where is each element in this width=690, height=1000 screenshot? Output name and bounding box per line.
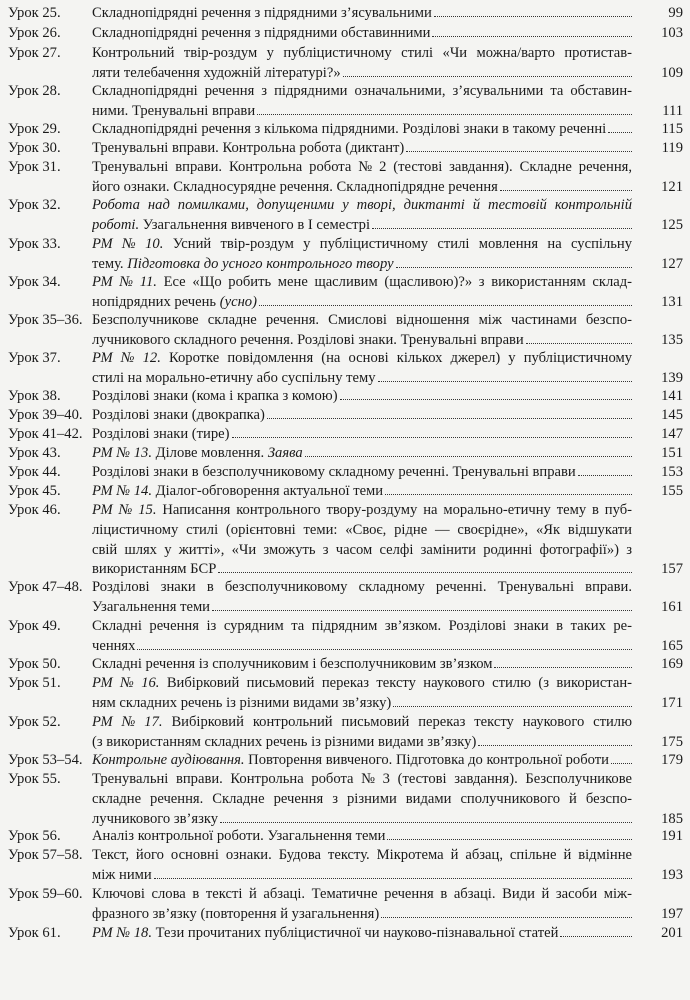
page-number: 135: [661, 331, 683, 348]
page-number: 155: [661, 483, 683, 499]
title-text: Аналіз контрольної роботи. Узагальнення теми: [92, 828, 386, 844]
lesson-number: Урок 45.: [8, 483, 61, 499]
title-line: [92, 578, 632, 598]
lesson-number: Урок 47–48.: [8, 579, 83, 595]
title-text: Ділове мовлення.: [152, 445, 268, 461]
dot-leader: [232, 427, 633, 438]
italic-text: Заява: [267, 445, 303, 461]
title-text: Безсполучникове складне речення. Смислові відношення між частинами безспо-: [92, 312, 632, 328]
title-text: Повторення вивченого. Підготовка до контрольної роботи: [244, 752, 609, 768]
dot-leader: [387, 829, 632, 840]
italic-text: РМ № 16.: [92, 675, 160, 691]
title-line: [92, 158, 632, 178]
title-text: нопідрядних речень: [92, 293, 220, 310]
title-line: [92, 866, 632, 886]
title-line: [92, 463, 632, 483]
lesson-title: [92, 827, 632, 847]
lesson-number: Урок 30.: [8, 140, 61, 156]
lesson-title: [92, 885, 632, 925]
lesson-number: Урок 57–58.: [8, 847, 83, 863]
title-text: використанням БСР: [92, 561, 217, 578]
lesson-number: Урок 61.: [8, 925, 61, 941]
lesson-title: [92, 4, 632, 24]
title-line: [92, 924, 632, 944]
title-line: [92, 790, 632, 810]
italic-text: роботі.: [92, 216, 140, 233]
italic-text: РМ № 17.: [92, 714, 163, 730]
dot-leader: [381, 907, 632, 918]
lesson-number: Урок 50.: [8, 656, 61, 672]
title-text: Вибірковий контрольний письмовий переказ тексту наукового стилю: [162, 714, 632, 730]
page-number: 121: [661, 178, 683, 195]
dot-leader: [220, 812, 632, 823]
title-text: Тренувальні вправи. Контрольна робота (диктант): [92, 140, 405, 156]
page-number: 197: [661, 905, 683, 922]
title-text: Розділові знаки (двокрапка): [92, 407, 265, 423]
title-line: [92, 178, 632, 198]
lesson-number: Урок 46.: [8, 502, 61, 518]
title-text: Контрольний твір-роздум у публіцистичному стилі «Чи можна/варто протистав-: [92, 45, 632, 61]
dot-leader: [340, 389, 632, 400]
lesson-title: [92, 617, 632, 657]
lesson-number: Урок 37.: [8, 350, 61, 366]
lesson-title: [92, 387, 632, 407]
lesson-number: Урок 49.: [8, 618, 61, 634]
dot-leader: [406, 141, 632, 152]
title-text: Тренувальні вправи. Контрольна робота № 3 (тестові завдання). Безсполучникове: [92, 771, 632, 787]
lesson-number: Урок 53–54.: [8, 752, 83, 768]
dot-leader: [305, 446, 632, 457]
dot-leader: [343, 66, 632, 77]
title-line: [92, 196, 632, 216]
lesson-number: Урок 59–60.: [8, 886, 83, 902]
title-line: [92, 120, 632, 140]
page-number: 131: [661, 293, 683, 310]
dot-leader: [393, 696, 632, 707]
lesson-number: Урок 55.: [8, 771, 61, 787]
lesson-title: [92, 924, 632, 944]
page-number: 99: [668, 5, 683, 21]
lesson-number: Урок 35–36.: [8, 312, 83, 328]
dot-leader: [434, 6, 632, 17]
lesson-title: [92, 82, 632, 122]
title-text: Розділові знаки в безсполучниковому складному реченні. Тренувальні вправи: [92, 464, 576, 480]
title-line: [92, 482, 632, 502]
italic-text: РМ № 12.: [92, 350, 161, 366]
lesson-number: Урок 25.: [8, 5, 61, 21]
dot-leader: [218, 562, 632, 573]
lesson-title: [92, 24, 632, 44]
lesson-title: [92, 482, 632, 502]
lesson-number: Урок 34.: [8, 274, 61, 290]
title-text: Есе «Що робить мене щасливим (щасливою)?» з використанням склад-: [156, 274, 632, 290]
lesson-number: Урок 33.: [8, 236, 61, 252]
page-number: 109: [661, 64, 683, 81]
title-line: [92, 885, 632, 905]
italic-text: Контрольне аудіювання.: [92, 752, 245, 768]
lesson-title: [92, 713, 632, 753]
lesson-number: Урок 29.: [8, 121, 61, 137]
title-text: ліцистичному стилі (орієнтовні теми: «Своє, рідне — своєрідне», «Як відшукати: [92, 521, 632, 538]
title-text: ням складних речень із різними видами зв’язку): [92, 694, 392, 711]
title-text: ченнях: [92, 637, 136, 654]
title-text: Усний твір-роздум у публіцистичному стилі мовлення на суспільну: [163, 236, 632, 252]
lesson-title: [92, 501, 632, 580]
title-line: [92, 541, 632, 561]
title-line: [92, 598, 632, 618]
title-text: Розділові знаки (кома і крапка з комою): [92, 388, 338, 404]
dot-leader: [267, 408, 632, 419]
dot-leader: [608, 122, 632, 133]
title-text: лучникового складного речення. Розділові знаки. Тренувальні вправи: [92, 331, 524, 348]
title-text: фразного зв’язку (повторення й узагальнення): [92, 905, 380, 922]
italic-text: РМ № 15.: [92, 502, 157, 518]
lesson-title: [92, 311, 632, 351]
page-number: 161: [661, 598, 683, 615]
title-line: [92, 501, 632, 521]
title-line: [92, 846, 632, 866]
title-line: [92, 216, 632, 236]
lesson-number: Урок 26.: [8, 25, 61, 41]
dot-leader: [494, 657, 632, 668]
title-line: [92, 4, 632, 24]
lesson-title: [92, 674, 632, 714]
page-number: 175: [661, 733, 683, 750]
title-line: [92, 293, 632, 313]
title-text: Узагальнення теми: [92, 598, 210, 615]
title-line: [92, 694, 632, 714]
dot-leader: [378, 371, 632, 382]
title-line: [92, 655, 632, 675]
title-line: [92, 349, 632, 369]
lesson-title: [92, 120, 632, 140]
title-text: Складнопідрядні речення з підрядними означальними, з’ясувальними та обставин-: [92, 83, 632, 99]
title-text: Текст, його основні ознаки. Будова тексту. Мікротема й абзац, спільне й відмінне: [92, 847, 632, 863]
dot-leader: [432, 26, 632, 37]
title-text: Розділові знаки (тире): [92, 426, 230, 442]
title-line: [92, 331, 632, 351]
lesson-title: [92, 770, 632, 829]
page-number: 185: [661, 810, 683, 827]
page-number: 145: [661, 407, 683, 423]
dot-leader: [259, 295, 632, 306]
title-line: [92, 521, 632, 541]
page-number: 165: [661, 637, 683, 654]
lesson-title: [92, 139, 632, 159]
title-line: [92, 44, 632, 64]
italic-text: РМ № 14.: [92, 483, 153, 499]
page-number: 127: [661, 255, 683, 272]
title-text: тему.: [92, 255, 128, 272]
lesson-number: Урок 28.: [8, 83, 61, 99]
title-line: [92, 82, 632, 102]
lesson-number: Урок 41–42.: [8, 426, 83, 442]
page-number: 141: [661, 388, 683, 404]
title-text: Складні речення із сурядним та підрядним зв’язком. Розділові знаки в таких ре-: [92, 618, 632, 634]
title-line: [92, 387, 632, 407]
lesson-number: Урок 32.: [8, 197, 61, 213]
page-number: 115: [661, 121, 683, 137]
lesson-title: [92, 196, 632, 236]
lesson-title: [92, 751, 632, 771]
dot-leader: [154, 868, 632, 879]
title-line: [92, 255, 632, 275]
italic-text: РМ № 18.: [92, 925, 153, 941]
page-number: 103: [661, 25, 683, 41]
title-text: Розділові знаки в безсполучниковому складному реченні. Тренувальні вправи.: [92, 579, 632, 595]
lesson-title: [92, 578, 632, 618]
title-text: Тренувальні вправи. Контрольна робота № 2 (тестові завдання). Складне речення,: [92, 159, 632, 175]
title-line: [92, 64, 632, 84]
title-line: [92, 770, 632, 790]
lesson-title: [92, 655, 632, 675]
title-line: [92, 637, 632, 657]
page-number: 147: [661, 426, 683, 442]
lesson-number: Урок 31.: [8, 159, 61, 175]
title-text: ними. Тренувальні вправи: [92, 102, 256, 119]
title-text: лучникового зв’язку: [92, 810, 219, 827]
italic-text: Робота над помилками, допущеними у творі, диктанті й тестовій контрольній: [92, 197, 632, 213]
title-text: Складні речення із сполучниковим і безсполучниковим зв’язком: [92, 656, 493, 672]
lesson-number: Урок 52.: [8, 714, 61, 730]
page-number: 201: [661, 925, 683, 941]
title-text: Вибірковий письмовий переказ тексту наукового стилю (з використан-: [159, 675, 632, 691]
title-line: [92, 406, 632, 426]
lesson-title: [92, 273, 632, 313]
lesson-number: Урок 27.: [8, 45, 61, 61]
title-text: свій шлях у житті», «Чи зможуть з часом селфі замінити родинні фотографії») з: [92, 541, 632, 558]
lesson-title: [92, 349, 632, 389]
title-text: (з використанням складних речень із різними видами зв’язку): [92, 733, 477, 750]
title-line: [92, 139, 632, 159]
lesson-title: [92, 846, 632, 886]
title-line: [92, 617, 632, 637]
title-text: Ключові слова в тексті й абзаці. Тематичне речення в абзаці. Види й засоби між-: [92, 886, 632, 902]
dot-leader: [212, 600, 632, 611]
title-text: Тези прочитаних публіцистичної чи науково-пізнавальної статей: [152, 925, 559, 941]
italic-text: (усно): [219, 293, 257, 310]
lesson-number: Урок 56.: [8, 828, 61, 844]
title-line: [92, 369, 632, 389]
title-text: Діалог-обговорення актуальної теми: [152, 483, 384, 499]
lesson-number: Урок 38.: [8, 388, 61, 404]
dot-leader: [396, 257, 632, 268]
page-number: 139: [661, 369, 683, 386]
dot-leader: [385, 484, 632, 495]
title-text: Складнопідрядні речення з кількома підрядними. Розділові знаки в такому реченні: [92, 121, 607, 137]
title-line: [92, 905, 632, 925]
title-text: Складнопідрядні речення з підрядними обставинними: [92, 25, 431, 41]
page-number: 125: [661, 216, 683, 233]
title-text: стилі на морально-етичну або суспільну тему: [92, 369, 376, 386]
lesson-title: [92, 463, 632, 483]
title-line: [92, 311, 632, 331]
italic-text: РМ № 11.: [92, 274, 157, 290]
italic-text: РМ № 13.: [92, 445, 153, 461]
lesson-title: [92, 444, 632, 464]
dot-leader: [560, 926, 632, 937]
title-text: Складнопідрядні речення з підрядними з’ясувальними: [92, 5, 432, 21]
page-number: 157: [661, 561, 683, 578]
page-number: 179: [661, 752, 683, 768]
dot-leader: [137, 639, 632, 650]
dot-leader: [578, 465, 632, 476]
page-number: 111: [662, 102, 683, 119]
title-text: між ними: [92, 866, 152, 883]
page-number: 153: [661, 464, 683, 480]
page-number: 193: [661, 866, 683, 883]
lesson-number: Урок 51.: [8, 675, 61, 691]
lesson-title: [92, 235, 632, 275]
dot-leader: [478, 735, 632, 746]
title-line: [92, 751, 632, 771]
title-line: [92, 425, 632, 445]
dot-leader: [500, 180, 632, 191]
lesson-title: [92, 158, 632, 198]
title-text: Написання контрольного твору-роздуму на морально-етичну тему в пуб-: [156, 502, 632, 518]
title-line: [92, 733, 632, 753]
lesson-number: Урок 39–40.: [8, 407, 83, 423]
page-number: 191: [661, 828, 683, 844]
title-text: його ознаки. Складносурядне речення. Складнопідрядне речення: [92, 178, 498, 195]
title-line: [92, 444, 632, 464]
dot-leader: [611, 753, 632, 764]
dot-leader: [372, 218, 632, 229]
page-number: 151: [661, 445, 683, 461]
italic-text: Підготовка до усного контрольного твору: [127, 255, 394, 272]
title-line: [92, 102, 632, 122]
title-line: [92, 24, 632, 44]
title-line: [92, 713, 632, 733]
title-line: [92, 827, 632, 847]
title-text: Коротке повідомлення (на основі кількох джерел) у публіцистичному: [160, 350, 632, 366]
page-number: 169: [661, 656, 683, 672]
title-text: складне речення. Складне речення з різними видами сполучникового й безспо-: [92, 790, 632, 807]
italic-text: РМ № 10.: [92, 236, 164, 252]
title-line: [92, 235, 632, 255]
title-line: [92, 674, 632, 694]
lesson-number: Урок 44.: [8, 464, 61, 480]
title-text: ляти телебачення художній літературі?»: [92, 64, 341, 81]
dot-leader: [526, 333, 632, 344]
title-line: [92, 273, 632, 293]
dot-leader: [257, 104, 632, 115]
title-text: Узагальнення вивченого в І семестрі: [139, 216, 370, 233]
lesson-title: [92, 406, 632, 426]
page-number: 171: [661, 694, 683, 711]
lesson-number: Урок 43.: [8, 445, 61, 461]
lesson-title: [92, 44, 632, 84]
lesson-title: [92, 425, 632, 445]
page-number: 119: [661, 140, 683, 156]
